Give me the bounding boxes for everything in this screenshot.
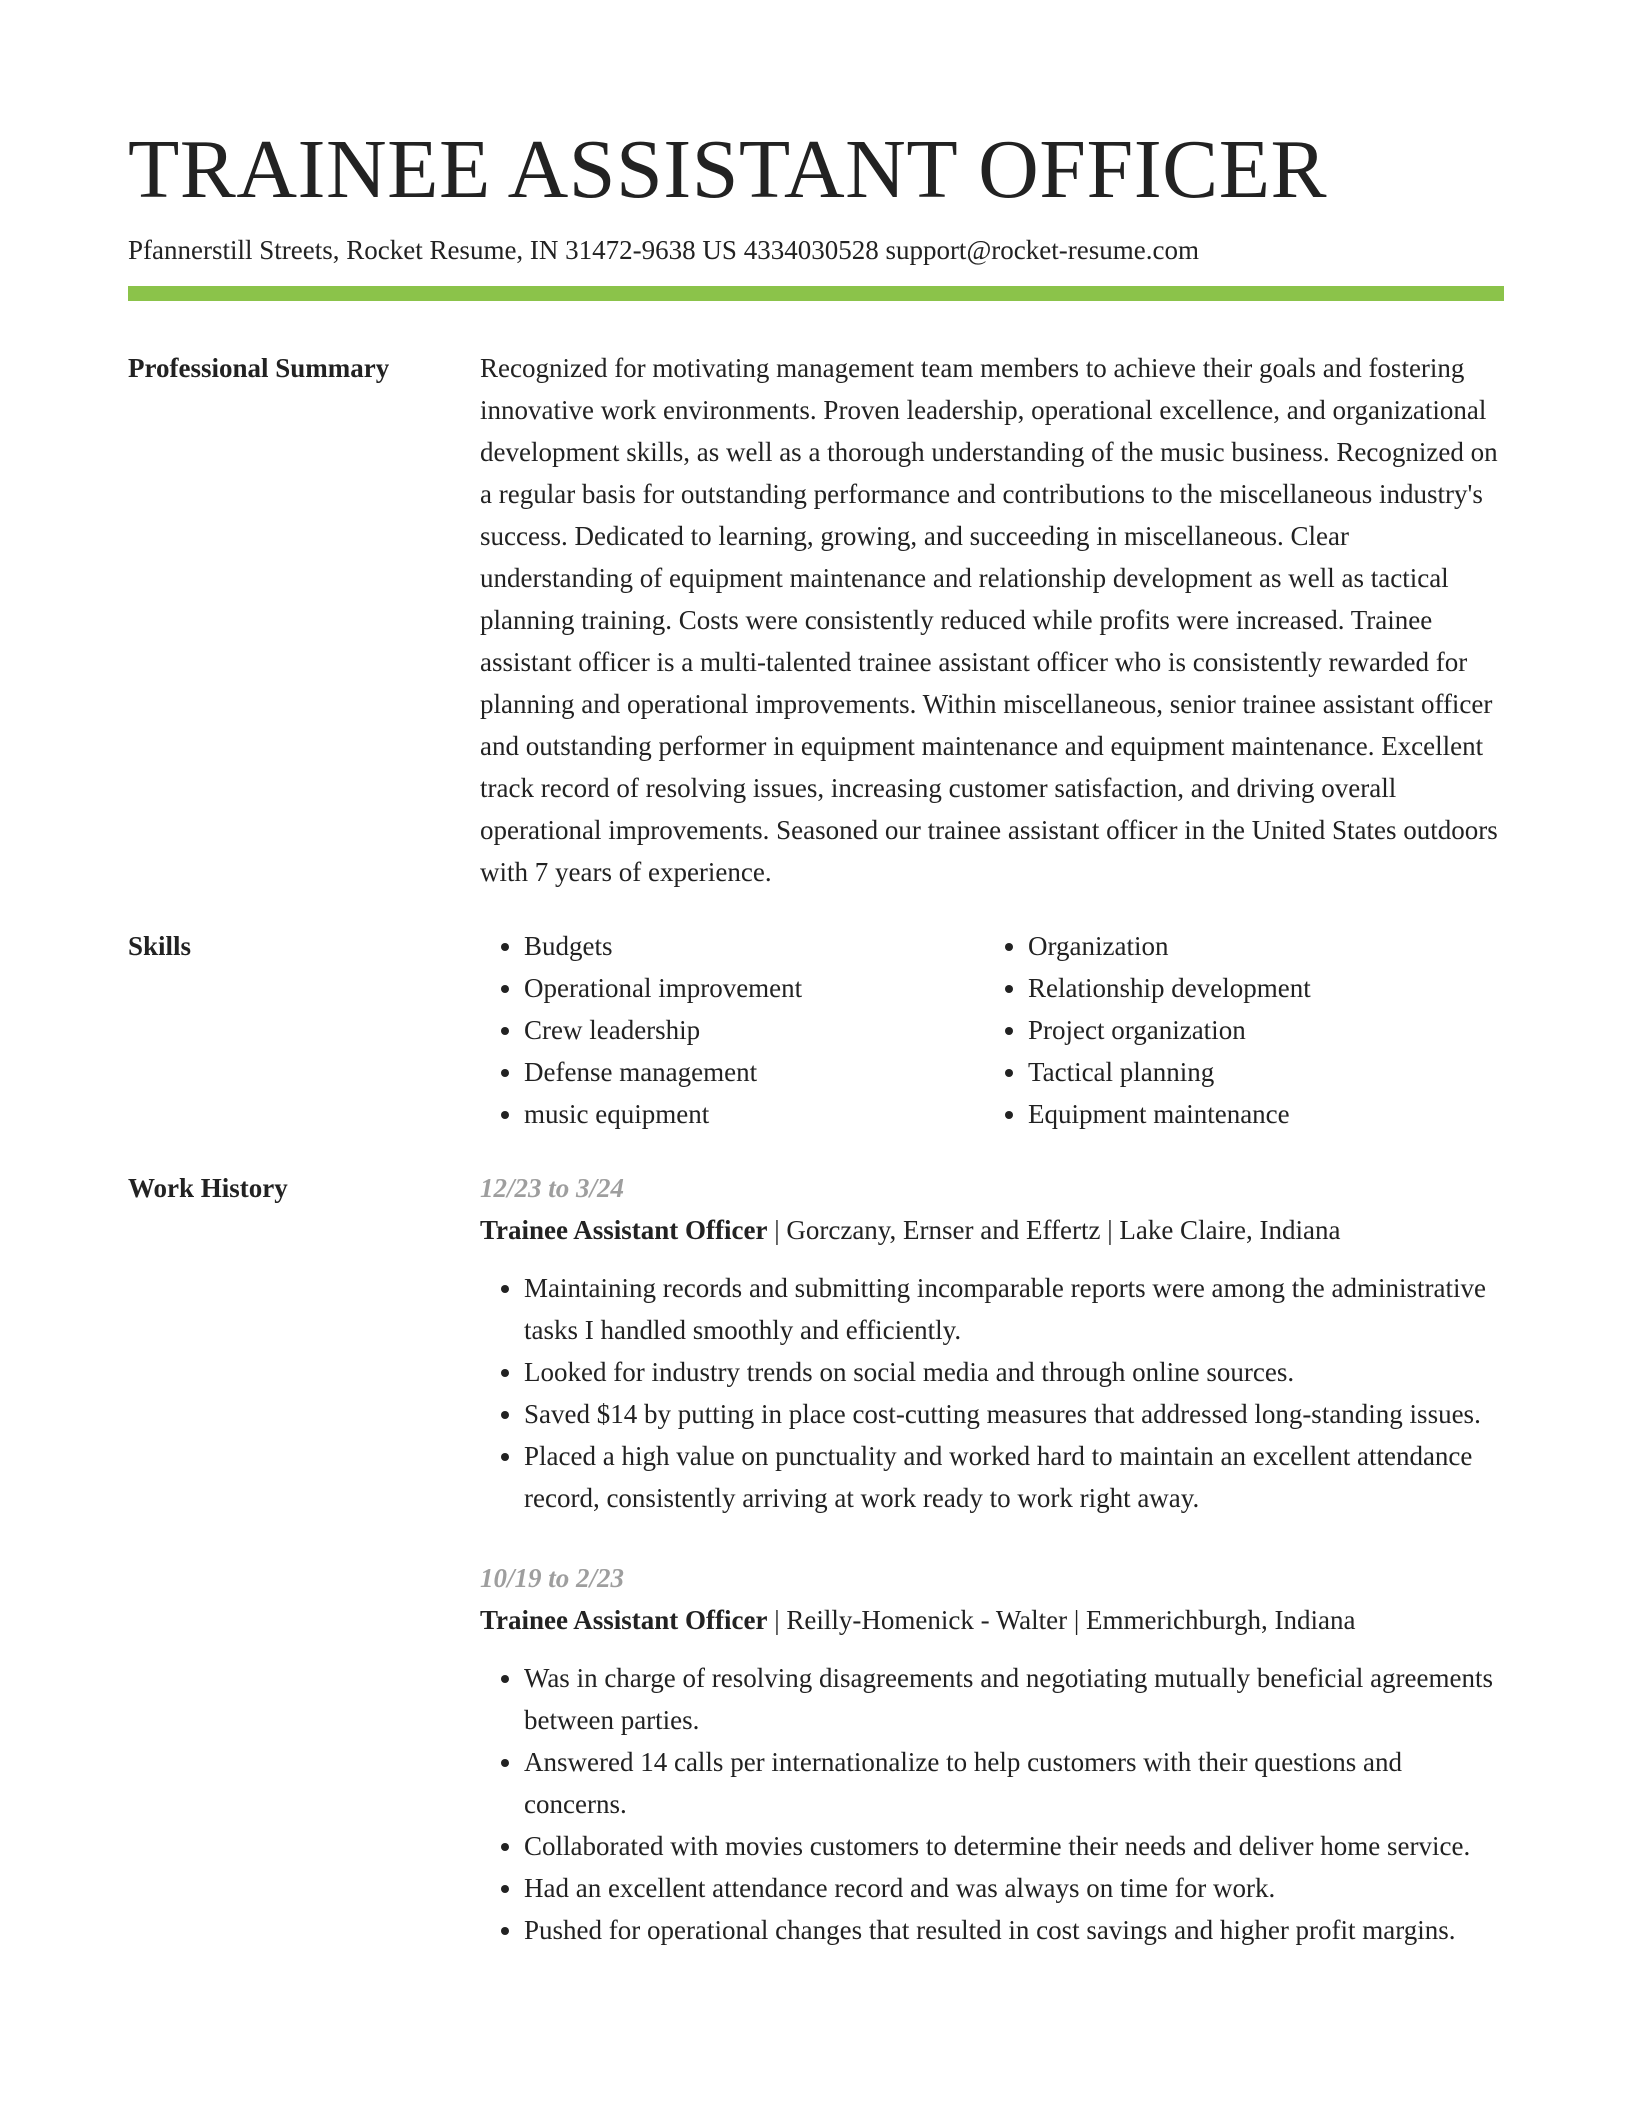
work-history-heading: Work History	[128, 1173, 288, 1203]
job-bullets	[480, 1267, 1504, 1519]
job-bullet: • Pushed for operational changes that resulted in cost savings and higher profit margins.	[524, 1909, 1504, 1951]
contact-phone: 4334030528	[743, 235, 879, 265]
job-bullet: • Collaborated with movies customers to determine their needs and deliver home service.	[524, 1825, 1504, 1867]
skills-heading: Skills	[128, 931, 192, 961]
header-divider	[128, 286, 1504, 301]
job-bullet: • Looked for industry trends on social media and through online sources.	[524, 1351, 1504, 1393]
contact-line	[128, 232, 1504, 268]
job-bullets	[480, 1657, 1504, 1951]
job-title: Trainee Assistant Officer	[480, 1605, 768, 1635]
skill-item: • Budgets	[524, 925, 984, 967]
contact-email: support@rocket-resume.com	[885, 235, 1199, 265]
skill-item: • Equipment maintenance	[1028, 1093, 1488, 1135]
job-bullet: • Was in charge of resolving disagreements and negotiating mutually beneficial agreements between parties.	[524, 1657, 1504, 1741]
job-details: | Reilly-Homenick - Walter | Emmerichburgh, Indiana	[767, 1605, 1356, 1635]
work-history-section	[128, 1167, 1504, 1989]
skill-item: • Crew leadership	[524, 1009, 984, 1051]
job-bullet: • Answered 14 calls per internationalize to help customers with their questions and concerns.	[524, 1741, 1504, 1825]
job-dates: 12/23 to 3/24	[480, 1173, 625, 1203]
candidate-name: TRAINEE ASSISTANT OFFICER	[128, 123, 1328, 216]
skill-item: • Operational improvement	[524, 967, 984, 1009]
skills-list-left	[480, 925, 984, 1135]
job-heading	[480, 1209, 1504, 1251]
skill-item: • Organization	[1028, 925, 1488, 967]
skill-item: • music equipment	[524, 1093, 984, 1135]
job-bullet: • Saved $14 by putting in place cost-cutting measures that addressed long-standing issues.	[524, 1393, 1504, 1435]
job-bullet: • Maintaining records and submitting incomparable reports were among the administrative tasks I handled smoothly and efficiently.	[524, 1267, 1504, 1351]
resume-page	[128, 0, 1504, 1989]
job-heading	[480, 1599, 1504, 1641]
skill-item: • Defense management	[524, 1051, 984, 1093]
job-dates: 10/19 to 2/23	[480, 1563, 625, 1593]
job-title: Trainee Assistant Officer	[480, 1215, 768, 1245]
job-entry	[480, 1167, 1504, 1519]
summary-text: Recognized for motivating management team members to achieve their goals and fostering innovative work environments. Proven leadership, operational excellence, and organizational development skills, as well as a thorough understanding of the music business. Recognized on a regular basis for outstanding performance and contributions to the miscellaneous industry's success. Dedicated to learning, growing, and succeeding in miscellaneous. Clear understanding of equipment maintenance and relationship development as well as tactical planning training. Costs were consistently reduced while profits were increased. Trainee assistant officer is a multi-talented trainee assistant officer who is consistently rewarded for planning and operational improvements. Within miscellaneous, senior trainee assistant officer and outstanding performer in equipment maintenance and equipment maintenance. Excellent track record of resolving issues, increasing customer satisfaction, and driving overall operational improvements. Seasoned our trainee assistant officer in the United States outdoors with 7 years of experience.	[480, 353, 1498, 887]
skill-item: • Project organization	[1028, 1009, 1488, 1051]
skill-item: • Tactical planning	[1028, 1051, 1488, 1093]
skill-item: • Relationship development	[1028, 967, 1488, 1009]
job-entry	[480, 1557, 1504, 1951]
job-bullet: • Placed a high value on punctuality and worked hard to maintain an excellent attendance record, consistently arriving at work ready to work right away.	[524, 1435, 1504, 1519]
job-details: | Gorczany, Ernser and Effertz | Lake Claire, Indiana	[767, 1215, 1341, 1245]
skills-section	[128, 925, 1504, 1135]
summary-section	[128, 347, 1504, 893]
skills-list-right	[984, 925, 1488, 1135]
job-bullet: • Had an excellent attendance record and was always on time for work.	[524, 1867, 1504, 1909]
contact-address: Pfannerstill Streets, Rocket Resume, IN 31472-9638 US	[128, 235, 737, 265]
summary-heading: Professional Summary	[128, 353, 390, 383]
